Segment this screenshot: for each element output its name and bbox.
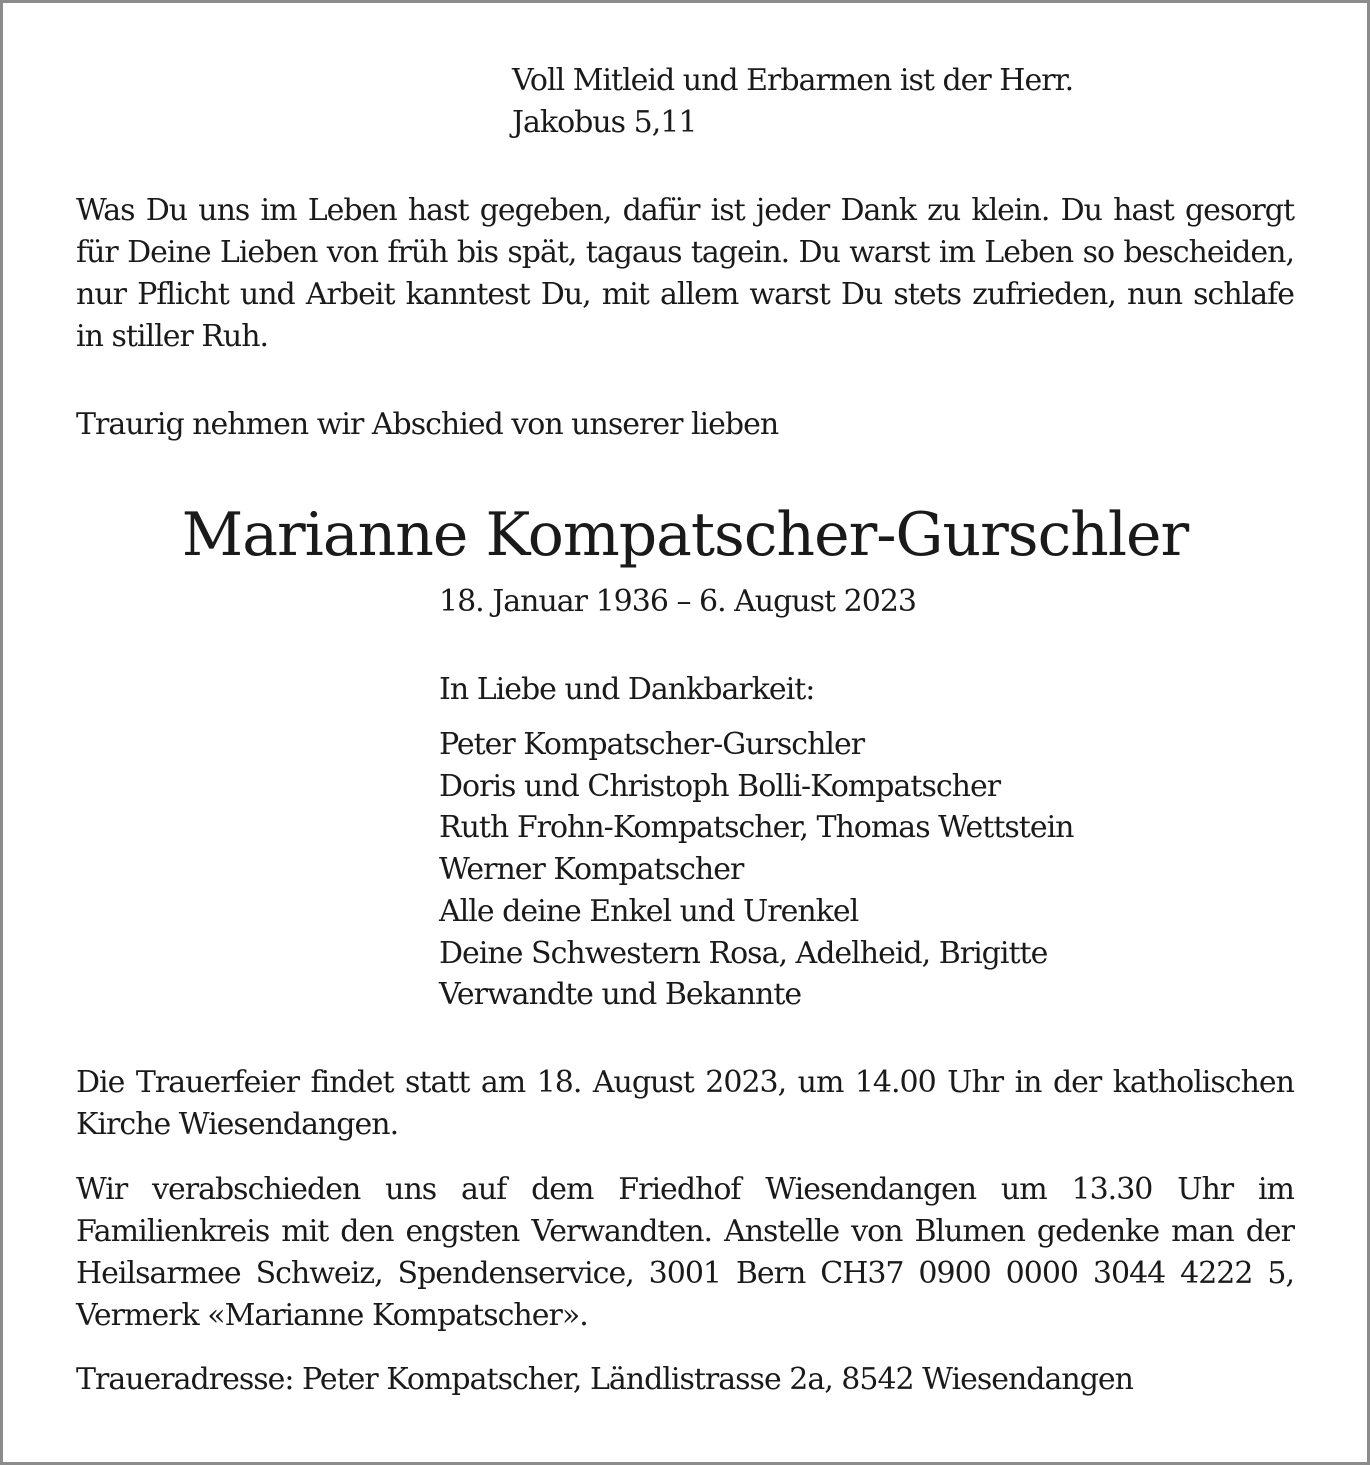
mourner-name: Alle deine Enkel und Urenkel bbox=[439, 893, 859, 929]
mourner-name: Deine Schwestern Rosa, Adelheid, Brigitte bbox=[439, 935, 1048, 971]
deceased-name: Marianne Kompatscher-Gurschler bbox=[181, 500, 1189, 570]
verse-reference: Jakobus 5,11 bbox=[512, 105, 697, 140]
mourner-name: Werner Kompatscher bbox=[439, 852, 744, 888]
bible-verse: Voll Mitleid und Erbarmen ist der Herr. bbox=[512, 63, 1074, 98]
poem-paragraph: Was Du uns im Leben hast gegeben, dafür ist jeder Dank zu klein. Du hast gesorgt für Deine Lieben von früh bis spät, tagaus tagein. Du warst im Leben so bescheiden, nur Pflicht und Arbeit kanntest Du, mit allem warst Du stets zufrieden, nun schlafe in stiller Ruh. bbox=[76, 193, 1294, 354]
mourner-name: Ruth Frohn-Kompatscher, Thomas Wettstein bbox=[439, 810, 1074, 846]
burial-paragraph: Wir verabschieden uns auf dem Friedhof Wiesendangen um 13.30 Uhr im Familienkreis mit den engsten Verwandten. Anstelle von Blumen gedenke man der Heilsarmee Schweiz, Spendenservice, 3001 Bern CH37 0900 0000 3044 4222 5, Vermerk «Marianne Kompatscher». bbox=[76, 1172, 1294, 1333]
intro-line: Traurig nehmen wir Abschied von unserer lieben bbox=[76, 407, 779, 442]
mourners-list bbox=[439, 724, 1074, 1016]
ceremony-paragraph: Die Trauerfeier findet statt am 18. August 2023, um 14.00 Uhr in der katholischen Kirche Wiesendangen. bbox=[76, 1065, 1294, 1142]
mourner-name: Peter Kompatscher-Gurschler bbox=[439, 727, 865, 762]
mourning-address: Traueradresse: Peter Kompatscher, Ländlistrasse 2a, 8542 Wiesendangen bbox=[76, 1362, 1133, 1397]
mourner-name: Verwandte und Bekannte bbox=[439, 977, 802, 1013]
life-dates: 18. Januar 1936 – 6. August 2023 bbox=[439, 584, 916, 619]
mourner-name: Doris und Christoph Bolli-Kompatscher bbox=[439, 768, 1001, 804]
mourners-heading: In Liebe und Dankbarkeit: bbox=[439, 672, 815, 707]
